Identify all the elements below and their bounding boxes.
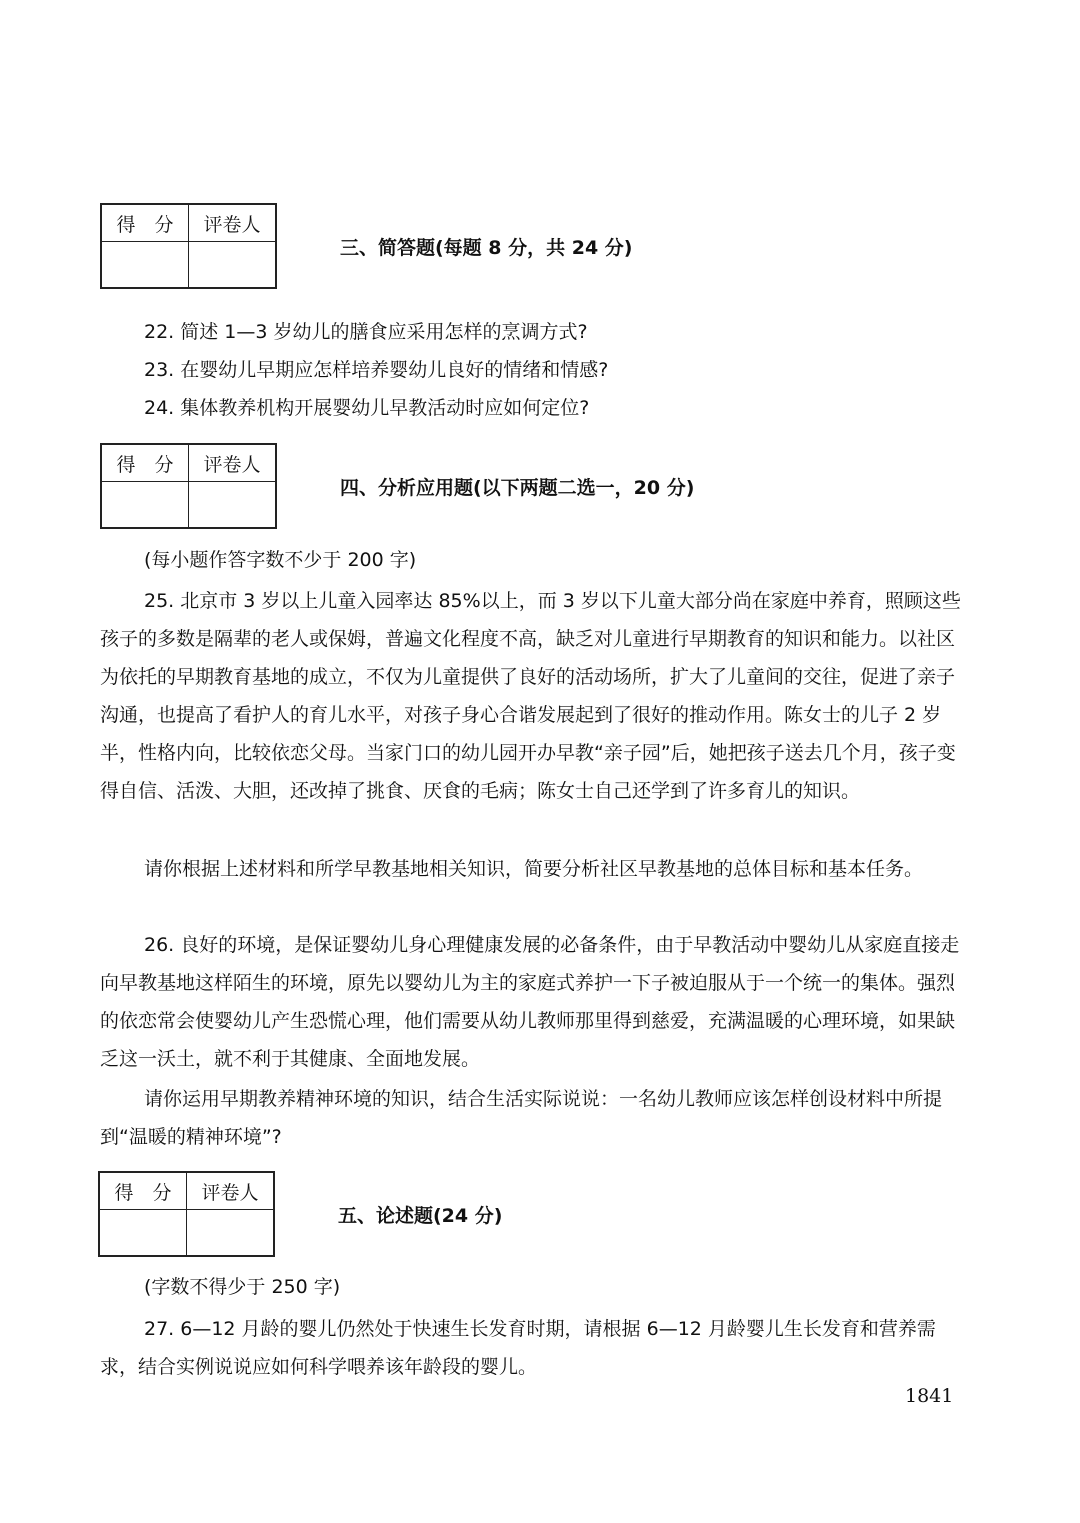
score-box-section3 — [100, 203, 277, 289]
section3-title: 三、简答题(每题 8 分，共 24 分) — [340, 237, 633, 259]
section5-note: (字数不得少于 250 字) — [144, 1276, 341, 1298]
grader-label: 评卷人 — [189, 204, 277, 242]
question-22: 22. 简述 1—3 岁幼儿的膳食应采用怎样的烹调方式? — [144, 321, 588, 343]
question-23: 23. 在婴幼儿早期应怎样培养婴幼儿良好的情绪和情感? — [144, 359, 609, 381]
score-cell — [101, 482, 189, 529]
score-cell — [99, 1210, 187, 1257]
question-25-task: 请你根据上述材料和所学早教基地相关知识，简要分析社区早教基地的总体目标和基本任务。 — [144, 858, 924, 880]
section4-note: (每小题作答字数不少于 200 字) — [144, 549, 417, 571]
page-number: 1841 — [905, 1385, 954, 1407]
section5-title: 五、论述题(24 分) — [338, 1205, 503, 1227]
grader-cell — [189, 242, 277, 289]
score-label: 得 分 — [101, 444, 189, 482]
score-label: 得 分 — [99, 1172, 187, 1210]
grader-cell — [187, 1210, 275, 1257]
score-box-section5 — [98, 1171, 275, 1257]
section4-title: 四、分析应用题(以下两题二选一，20 分) — [340, 477, 695, 499]
question-27: 27. 6—12 月龄的婴儿仍然处于快速生长发育时期，请根据 6—12 月龄婴儿生长发育和营养需求，结合实例说说应如何科学喂养该年龄段的婴儿。 — [100, 1318, 936, 1378]
question-26-task: 请你运用早期教养精神环境的知识，结合生活实际说说：一名幼儿教师应该怎样创设材料中所提到“温暖的精神环境”? — [100, 1088, 943, 1148]
score-cell — [101, 242, 189, 289]
question-24: 24. 集体教养机构开展婴幼儿早教活动时应如何定位? — [144, 397, 590, 419]
score-label: 得 分 — [101, 204, 189, 242]
question-25-material: 25. 北京市 3 岁以上儿童入园率达 85%以上，而 3 岁以下儿童大部分尚在家庭中养育，照顾这些孩子的多数是隔辈的老人或保姆，普遍文化程度不高，缺乏对儿童进行早期教育的知识和能力。以社区为依托的早期教育基地的成立，不仅为儿童提供了良好的活动场所，扩大了儿童间的交往，促进了亲子沟通，也提高了看护人的育儿水平，对孩子身心合谐发展起到了很好的推动作用。陈女士的儿子 2 岁半，性格内向，比较依恋父母。当家门口的幼儿园开办早教“亲子园”后，她把孩子送去几个月，孩子变得自信、活泼、大胆，还改掉了挑食、厌食的毛病；陈女士自己还学到了许多育儿的知识。 — [100, 590, 961, 802]
score-box-section4 — [100, 443, 277, 529]
grader-label: 评卷人 — [187, 1172, 275, 1210]
grader-label: 评卷人 — [189, 444, 277, 482]
grader-cell — [189, 482, 277, 529]
question-26-material: 26. 良好的环境，是保证婴幼儿身心理健康发展的必备条件，由于早教活动中婴幼儿从家庭直接走向早教基地这样陌生的环境，原先以婴幼儿为主的家庭式养护一下子被迫服从于一个统一的集体。强烈的依恋常会使婴幼儿产生恐慌心理，他们需要从幼儿教师那里得到慈爱，充满温暖的心理环境，如果缺乏这一沃土，就不利于其健康、全面地发展。 — [100, 934, 960, 1070]
